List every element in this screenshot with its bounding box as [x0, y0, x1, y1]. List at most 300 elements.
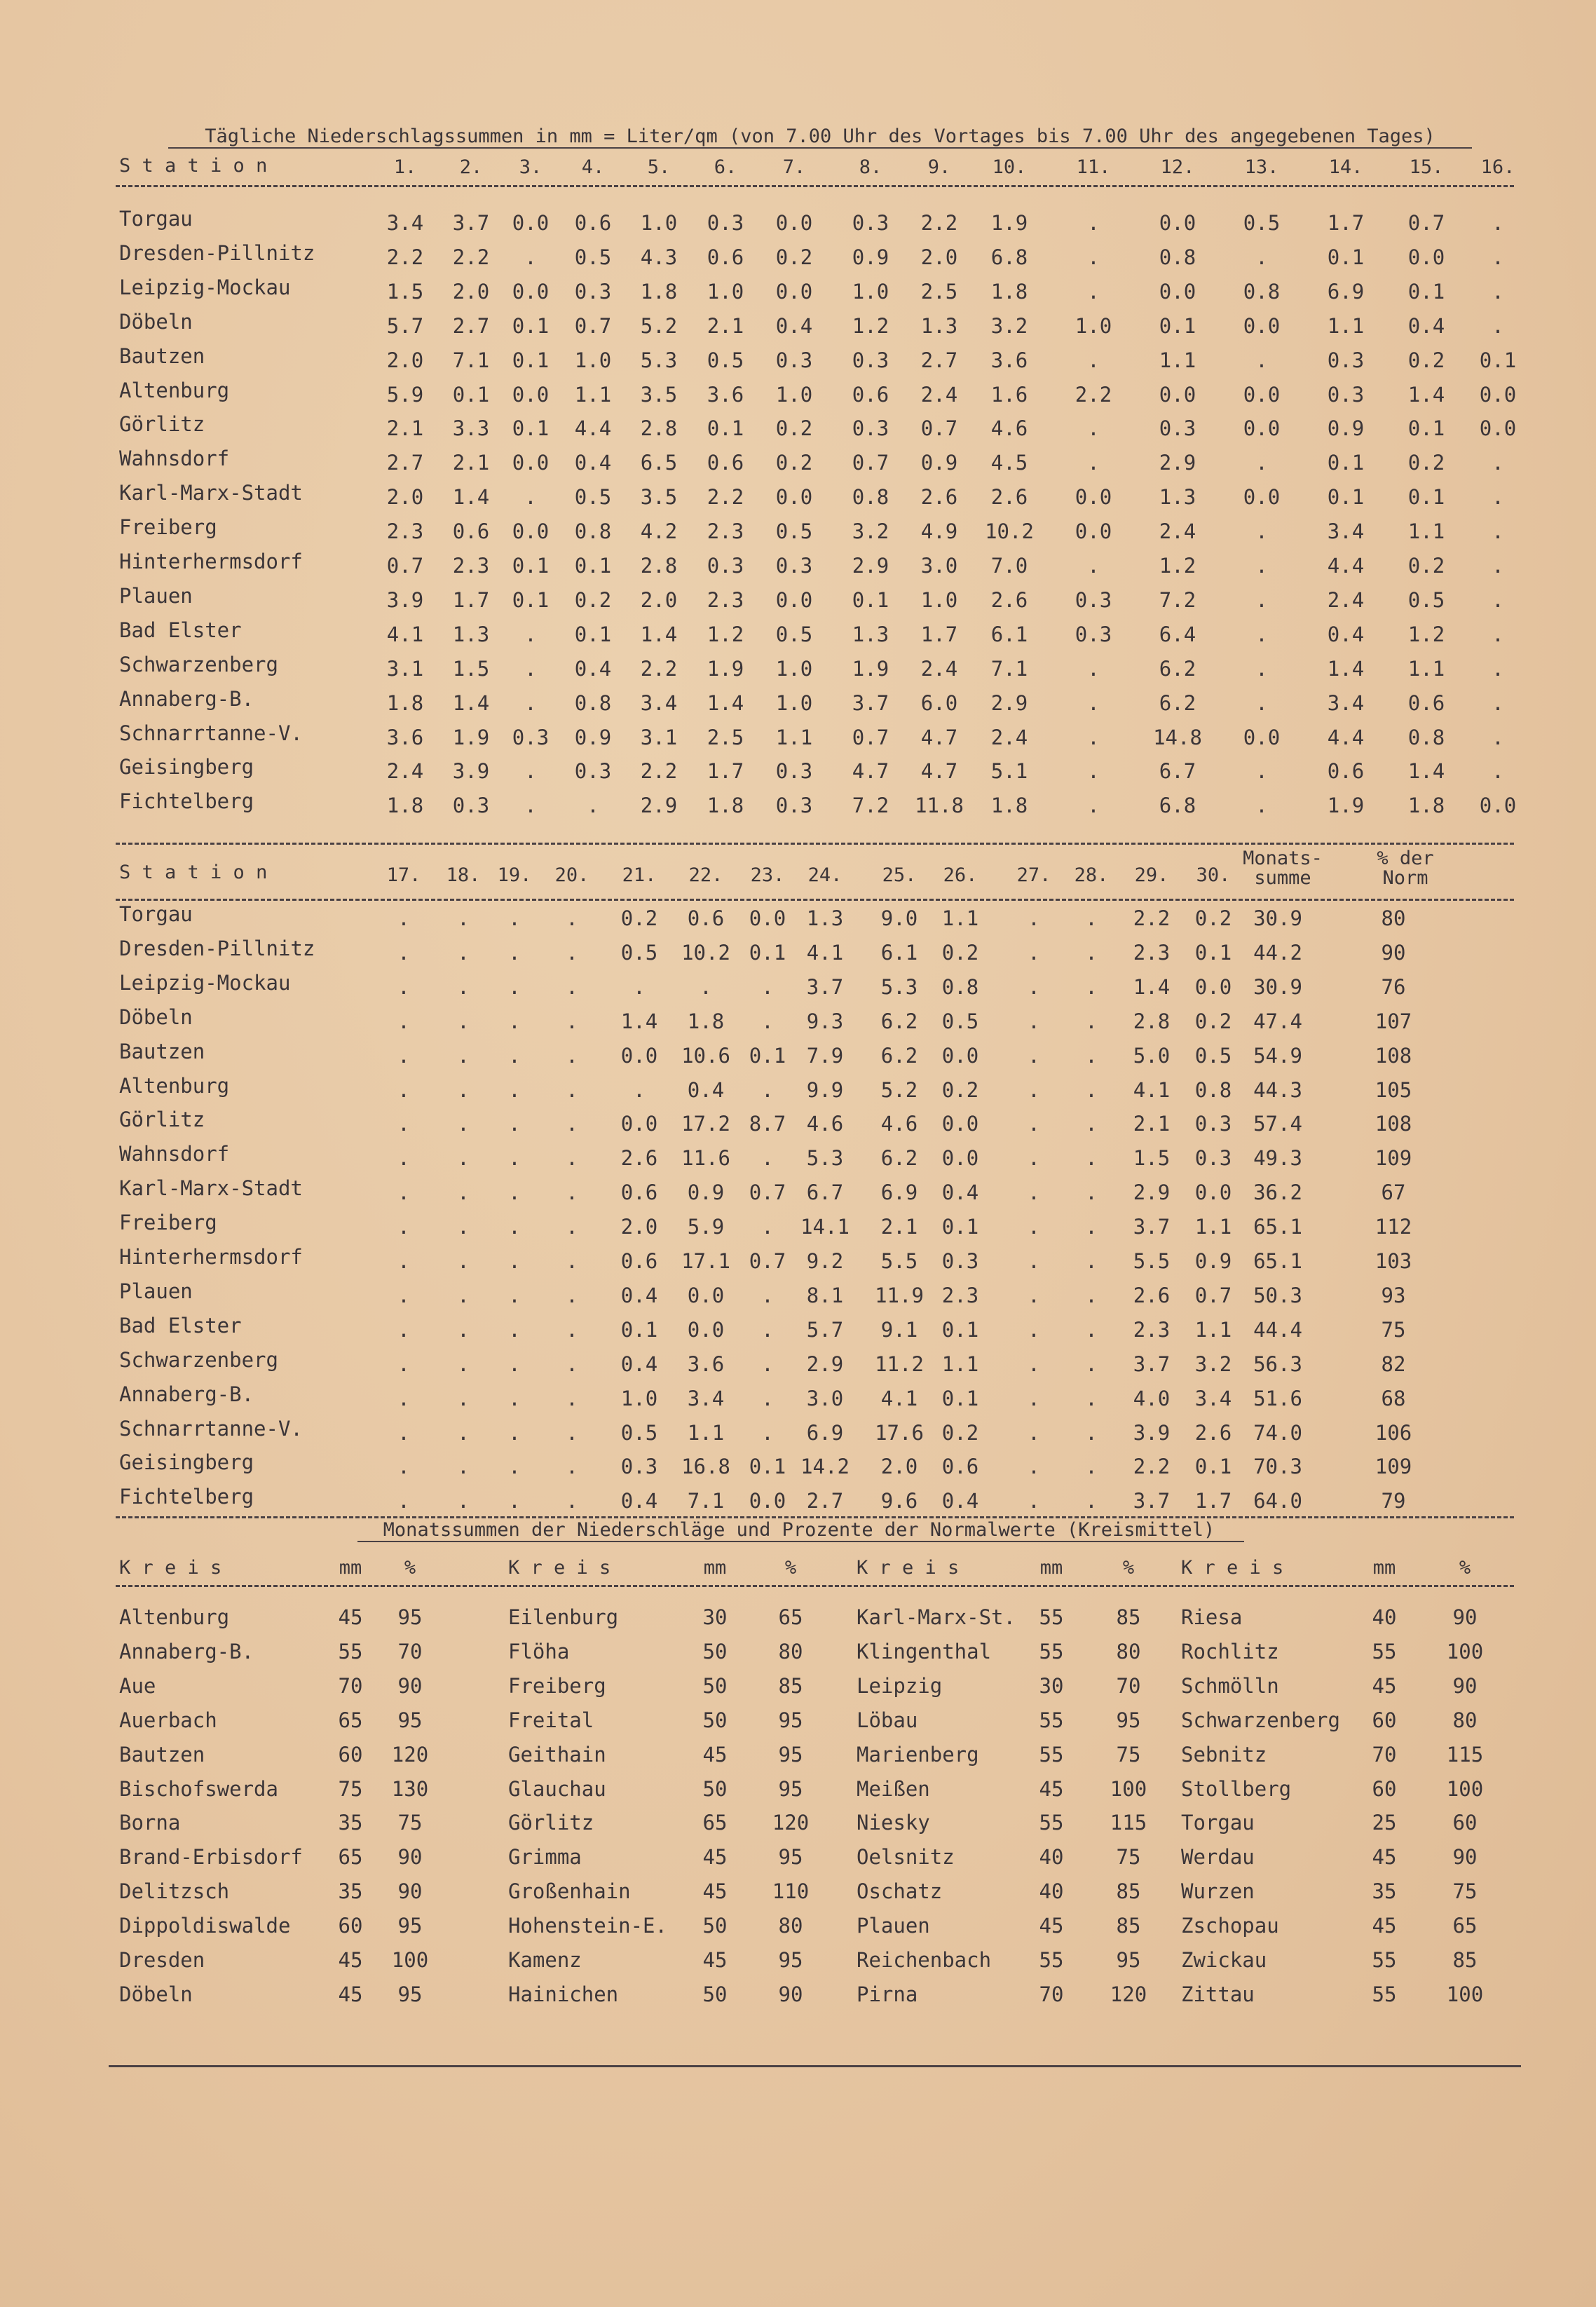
station-name: Annaberg-B.: [119, 686, 254, 711]
table-cell: .: [397, 1420, 410, 1445]
kreis-percent-cell: 85: [1116, 1879, 1141, 1904]
day-header: 15.: [1409, 156, 1444, 178]
table-cell: 0.3: [452, 794, 490, 818]
table-cell: 1.1: [1327, 313, 1365, 338]
table-cell: 1.7: [1327, 211, 1365, 235]
table-cell: 0.6: [707, 451, 744, 475]
daily-title: Tägliche Niederschlagssummen in mm = Liter/qm (von 7.00 Uhr des Vortages bis 7.00 Uhr des angegebenen Tages): [205, 125, 1435, 147]
table-cell: .: [566, 1077, 578, 1102]
table-cell: 0.0: [941, 1146, 979, 1171]
table-cell: 14.1: [800, 1215, 850, 1239]
table-cell: 3.7: [1133, 1489, 1171, 1513]
table-cell: .: [457, 1386, 470, 1410]
table-cell: 6.9: [806, 1420, 844, 1445]
kreis-percent-cell: 95: [778, 1708, 803, 1732]
table-cell: 2.4: [1159, 519, 1196, 544]
table-cell: .: [761, 1386, 774, 1410]
kreis-percent-cell: 95: [778, 1845, 803, 1870]
table-cell: .: [1087, 794, 1100, 818]
table-cell: 0.0: [1407, 245, 1445, 269]
table-cell: 1.1: [941, 906, 979, 930]
table-cell: .: [1028, 1352, 1040, 1376]
day-header: 13.: [1244, 156, 1279, 178]
table-cell: 0.4: [1327, 622, 1365, 646]
table-cell: .: [1087, 279, 1100, 304]
table-cell: 1.8: [990, 279, 1028, 304]
table-cell: 3.2: [1194, 1352, 1232, 1376]
table-cell: .: [1492, 485, 1504, 510]
table-cell: 0.8: [574, 690, 612, 715]
monthly-sum-cell: 30.9: [1253, 974, 1302, 999]
percent-header-label: %: [1459, 1557, 1471, 1579]
table-cell: .: [566, 1455, 578, 1479]
table-cell: .: [761, 1317, 774, 1342]
table-cell: 11.9: [875, 1283, 924, 1307]
table-cell: 3.1: [640, 725, 678, 749]
table-cell: 1.5: [386, 279, 424, 304]
table-cell: .: [1085, 1249, 1098, 1273]
table-cell: 0.0: [512, 382, 550, 407]
station-name: Hinterhermsdorf: [119, 1245, 303, 1269]
separator-line: [116, 1585, 1514, 1587]
day-header: 12.: [1160, 156, 1195, 178]
table-cell: 0.6: [687, 906, 725, 930]
table-cell: .: [397, 1283, 410, 1307]
station-name: Freiberg: [119, 1211, 217, 1235]
table-cell: 7.1: [687, 1489, 725, 1513]
table-cell: 3.7: [852, 690, 889, 715]
table-cell: .: [508, 906, 521, 930]
kreis-name: Sebnitz: [1181, 1742, 1267, 1767]
table-cell: 0.3: [1159, 416, 1196, 441]
kreis-name: Löbau: [857, 1708, 918, 1732]
table-cell: 0.6: [1327, 759, 1365, 784]
day-header: 29.: [1134, 864, 1169, 886]
table-cell: .: [1255, 690, 1268, 715]
table-cell: .: [1492, 725, 1504, 749]
table-cell: .: [1028, 1386, 1040, 1410]
table-cell: 6.2: [1159, 690, 1196, 715]
kreis-mm-cell: 70: [338, 1673, 363, 1698]
table-cell: 0.2: [1194, 906, 1232, 930]
mm-header-label: mm: [703, 1557, 727, 1579]
table-cell: .: [524, 656, 537, 681]
table-cell: 0.9: [852, 245, 889, 269]
table-cell: .: [1085, 1043, 1098, 1068]
table-cell: 1.0: [620, 1386, 658, 1410]
table-cell: 2.4: [920, 656, 958, 681]
table-cell: 0.3: [1194, 1112, 1232, 1136]
kreis-percent-cell: 120: [391, 1742, 429, 1767]
table-cell: 0.0: [941, 1043, 979, 1068]
kreis-mm-cell: 40: [1039, 1845, 1064, 1870]
table-cell: .: [508, 1112, 521, 1136]
table-cell: 4.1: [806, 940, 844, 965]
table-cell: 2.1: [452, 451, 490, 475]
table-cell: 3.4: [1194, 1386, 1232, 1410]
table-cell: 0.2: [1407, 554, 1445, 578]
station-name: Bad Elster: [119, 618, 242, 642]
kreis-name: Flöha: [508, 1639, 570, 1663]
table-cell: 0.0: [775, 587, 813, 612]
kreis-mm-cell: 60: [338, 1914, 363, 1938]
day-header: 22.: [688, 864, 723, 886]
norm-percent-cell: 75: [1381, 1317, 1406, 1342]
table-cell: .: [457, 1077, 470, 1102]
table-cell: 0.1: [574, 554, 612, 578]
kreis-name: Rochlitz: [1181, 1639, 1279, 1663]
table-cell: .: [457, 1455, 470, 1479]
table-cell: 0.4: [574, 451, 612, 475]
table-cell: 17.1: [681, 1249, 730, 1273]
kreis-mm-cell: 50: [702, 1914, 728, 1938]
kreis-name: Großenhain: [508, 1879, 631, 1904]
table-cell: 0.4: [941, 1180, 979, 1205]
table-cell: .: [1028, 1249, 1040, 1273]
monthly-sum-cell: 47.4: [1253, 1009, 1302, 1033]
kreis-name: Hainichen: [508, 1982, 619, 2006]
station-name: Plauen: [119, 1279, 193, 1303]
kreis-percent-cell: 120: [772, 1811, 810, 1835]
monthly-sum-cell: 65.1: [1253, 1215, 1302, 1239]
kreis-mm-cell: 45: [338, 1982, 363, 2006]
norm-percent-cell: 80: [1381, 906, 1406, 930]
table-cell: 3.3: [452, 416, 490, 441]
kreis-percent-cell: 65: [1452, 1914, 1478, 1938]
table-cell: .: [1492, 656, 1504, 681]
table-cell: 0.1: [1194, 940, 1232, 965]
table-cell: 7.2: [852, 794, 889, 818]
kreis-percent-cell: 115: [1446, 1742, 1484, 1767]
table-cell: .: [457, 1009, 470, 1033]
norm-percent-header: Norm: [1382, 867, 1428, 889]
table-cell: 4.3: [640, 245, 678, 269]
station-name: Görlitz: [119, 1108, 205, 1132]
table-cell: .: [508, 1489, 521, 1513]
station-name: Bautzen: [119, 1039, 205, 1063]
table-cell: .: [1492, 211, 1504, 235]
table-cell: .: [457, 1283, 470, 1307]
kreis-mm-cell: 55: [1039, 1811, 1064, 1835]
table-cell: .: [1028, 1283, 1040, 1307]
table-cell: .: [761, 1077, 774, 1102]
table-cell: 0.5: [1407, 587, 1445, 612]
kreis-name: Zwickau: [1181, 1948, 1267, 1972]
day-header: 3.: [519, 156, 543, 178]
station-name: Schnarrtanne-V.: [119, 1416, 303, 1441]
kreis-percent-cell: 70: [397, 1639, 423, 1663]
norm-percent-cell: 109: [1375, 1455, 1412, 1479]
table-cell: 17.6: [875, 1420, 924, 1445]
kreis-mm-cell: 55: [1372, 1948, 1397, 1972]
kreis-percent-cell: 75: [1116, 1742, 1141, 1767]
kreis-name: Schwarzenberg: [1181, 1708, 1340, 1732]
table-cell: 1.4: [452, 485, 490, 510]
norm-percent-header: % der: [1377, 848, 1434, 869]
table-cell: 0.0: [1243, 382, 1281, 407]
table-cell: 0.7: [852, 451, 889, 475]
table-cell: .: [1028, 1455, 1040, 1479]
table-cell: .: [587, 794, 599, 818]
table-cell: 1.1: [687, 1420, 725, 1445]
table-cell: 3.6: [386, 725, 424, 749]
kreis-mm-cell: 35: [1372, 1879, 1397, 1904]
monthly-sum-cell: 56.3: [1253, 1352, 1302, 1376]
kreis-name: Plauen: [857, 1914, 930, 1938]
table-cell: 0.5: [1194, 1043, 1232, 1068]
table-cell: .: [1087, 759, 1100, 784]
mm-header-label: mm: [1372, 1557, 1396, 1579]
day-header: 11.: [1076, 156, 1111, 178]
table-cell: 0.4: [574, 656, 612, 681]
table-cell: 0.4: [620, 1352, 658, 1376]
table-cell: 2.5: [920, 279, 958, 304]
table-cell: 0.5: [574, 245, 612, 269]
table-cell: .: [761, 1146, 774, 1171]
table-cell: 0.9: [1327, 416, 1365, 441]
table-cell: 1.4: [1407, 759, 1445, 784]
table-cell: 2.4: [990, 725, 1028, 749]
table-cell: 1.0: [1075, 313, 1112, 338]
table-cell: 0.0: [941, 1112, 979, 1136]
table-cell: 8.7: [749, 1112, 786, 1136]
table-cell: 6.4: [1159, 622, 1196, 646]
table-cell: 0.0: [1194, 1180, 1232, 1205]
table-cell: 1.1: [1194, 1215, 1232, 1239]
table-cell: 2.1: [1133, 1112, 1171, 1136]
kreis-percent-cell: 80: [1452, 1708, 1478, 1732]
table-cell: 14.8: [1153, 725, 1202, 749]
table-cell: 0.5: [775, 519, 813, 544]
station-name: Karl-Marx-Stadt: [119, 481, 303, 505]
table-cell: 0.0: [512, 279, 550, 304]
table-cell: 3.4: [1327, 519, 1365, 544]
kreis-name: Kamenz: [508, 1948, 582, 1972]
table-cell: .: [566, 1180, 578, 1205]
table-cell: 1.0: [775, 656, 813, 681]
table-cell: 2.9: [990, 690, 1028, 715]
table-cell: 10.6: [681, 1043, 730, 1068]
kreis-mm-cell: 45: [702, 1879, 728, 1904]
table-cell: .: [397, 974, 410, 999]
kreis-mm-cell: 55: [1372, 1982, 1397, 2006]
monthly-sum-cell: 51.6: [1253, 1386, 1302, 1410]
table-cell: 1.7: [452, 587, 490, 612]
table-cell: .: [761, 1420, 774, 1445]
station-name: Geisingberg: [119, 755, 254, 780]
table-cell: .: [1087, 245, 1100, 269]
table-cell: .: [1087, 656, 1100, 681]
kreis-name: Meißen: [857, 1776, 930, 1801]
table-cell: 0.3: [1075, 622, 1112, 646]
table-cell: .: [1085, 1352, 1098, 1376]
table-cell: .: [566, 1317, 578, 1342]
station-name: Torgau: [119, 207, 193, 231]
table-cell: 0.2: [775, 451, 813, 475]
table-cell: 0.3: [1194, 1146, 1232, 1171]
norm-percent-cell: 103: [1375, 1249, 1412, 1273]
table-cell: 17.2: [681, 1112, 730, 1136]
table-cell: 1.3: [452, 622, 490, 646]
table-cell: 0.2: [1407, 348, 1445, 372]
table-cell: 7.9: [806, 1043, 844, 1068]
station-name: Dresden-Pillnitz: [119, 936, 315, 960]
table-cell: 0.1: [749, 940, 786, 965]
kreis-name: Grimma: [508, 1845, 582, 1870]
table-cell: 0.8: [941, 974, 979, 999]
table-cell: .: [1028, 1180, 1040, 1205]
table-cell: 2.0: [386, 348, 424, 372]
table-cell: 1.1: [1407, 519, 1445, 544]
separator-line: [116, 899, 1514, 901]
day-header: 10.: [992, 156, 1027, 178]
table-cell: 2.3: [1133, 940, 1171, 965]
kreis-name: Freiberg: [508, 1673, 606, 1698]
table-cell: 0.1: [1407, 485, 1445, 510]
mm-header-label: mm: [339, 1557, 362, 1579]
table-cell: 0.0: [512, 519, 550, 544]
day-header: 23.: [750, 864, 785, 886]
table-cell: .: [397, 1077, 410, 1102]
norm-percent-cell: 68: [1381, 1386, 1406, 1410]
table-cell: 0.1: [574, 622, 612, 646]
monthly-sum-cell: 57.4: [1253, 1112, 1302, 1136]
table-cell: 0.8: [574, 519, 612, 544]
table-cell: .: [633, 974, 646, 999]
table-cell: 9.3: [806, 1009, 844, 1033]
table-cell: .: [508, 1386, 521, 1410]
station-name: Karl-Marx-Stadt: [119, 1176, 303, 1201]
kreis-mm-cell: 45: [1372, 1845, 1397, 1870]
kreis-name: Glauchau: [508, 1776, 606, 1801]
table-cell: .: [1085, 1455, 1098, 1479]
table-cell: .: [1028, 1215, 1040, 1239]
table-cell: 0.3: [620, 1455, 658, 1479]
table-cell: 0.1: [941, 1317, 979, 1342]
kreis-name: Oelsnitz: [857, 1845, 955, 1870]
table-cell: .: [1028, 1112, 1040, 1136]
table-cell: 0.8: [1159, 245, 1196, 269]
table-cell: 0.1: [941, 1215, 979, 1239]
norm-percent-cell: 79: [1381, 1489, 1406, 1513]
table-cell: 2.7: [452, 313, 490, 338]
station-name: Döbeln: [119, 1005, 193, 1029]
monthly-sum-cell: 44.2: [1253, 940, 1302, 965]
table-cell: 5.2: [640, 313, 678, 338]
table-cell: 1.3: [920, 313, 958, 338]
table-cell: 1.0: [775, 690, 813, 715]
table-cell: 11.8: [915, 794, 964, 818]
table-cell: 7.0: [990, 554, 1028, 578]
table-cell: 4.4: [1327, 725, 1365, 749]
kreis-percent-cell: 90: [397, 1673, 423, 1698]
table-cell: .: [508, 1352, 521, 1376]
table-cell: 2.4: [386, 759, 424, 784]
table-cell: 7.2: [1159, 587, 1196, 612]
table-cell: .: [457, 1043, 470, 1068]
table-cell: 6.5: [640, 451, 678, 475]
kreis-percent-cell: 95: [1116, 1948, 1141, 1972]
table-cell: 14.2: [800, 1455, 850, 1479]
kreis-mm-cell: 55: [338, 1639, 363, 1663]
day-header: 25.: [882, 864, 917, 886]
table-cell: .: [566, 974, 578, 999]
table-cell: 0.3: [1327, 382, 1365, 407]
table-cell: 2.3: [452, 554, 490, 578]
kreis-name: Delitzsch: [119, 1879, 230, 1904]
table-cell: 0.0: [1159, 211, 1196, 235]
table-cell: 4.1: [880, 1386, 918, 1410]
table-cell: .: [1085, 1112, 1098, 1136]
monthly-sum-cell: 30.9: [1253, 906, 1302, 930]
table-cell: .: [457, 1489, 470, 1513]
table-cell: .: [1255, 554, 1268, 578]
day-header: 30.: [1196, 864, 1231, 886]
kreis-title-underline: [357, 1541, 1244, 1542]
table-cell: .: [1255, 245, 1268, 269]
table-cell: 5.9: [386, 382, 424, 407]
table-cell: 1.4: [1133, 974, 1171, 999]
table-cell: 5.3: [806, 1146, 844, 1171]
table-cell: .: [566, 940, 578, 965]
separator-line: [116, 843, 1514, 845]
kreis-mm-cell: 55: [1372, 1639, 1397, 1663]
table-cell: 2.9: [852, 554, 889, 578]
table-cell: 1.9: [452, 725, 490, 749]
table-cell: .: [457, 1352, 470, 1376]
table-cell: 3.2: [990, 313, 1028, 338]
table-cell: 2.2: [452, 245, 490, 269]
table-cell: 11.6: [681, 1146, 730, 1171]
table-cell: 2.0: [920, 245, 958, 269]
table-cell: .: [1087, 690, 1100, 715]
station-name: Schnarrtanne-V.: [119, 721, 303, 745]
kreis-mm-cell: 45: [1372, 1914, 1397, 1938]
kreis-mm-cell: 30: [702, 1605, 728, 1629]
table-cell: 0.0: [775, 279, 813, 304]
station-name: Fichtelberg: [119, 789, 254, 814]
station-name: Wahnsdorf: [119, 1142, 230, 1166]
table-cell: 0.1: [1407, 416, 1445, 441]
table-cell: 0.7: [1407, 211, 1445, 235]
day-header: 26.: [943, 864, 978, 886]
kreis-percent-cell: 95: [397, 1914, 423, 1938]
table-cell: 3.4: [687, 1386, 725, 1410]
kreis-mm-cell: 50: [702, 1776, 728, 1801]
table-cell: 2.6: [620, 1146, 658, 1171]
table-cell: 3.9: [452, 759, 490, 784]
table-cell: .: [1087, 725, 1100, 749]
table-cell: 5.0: [1133, 1043, 1171, 1068]
norm-percent-cell: 107: [1375, 1009, 1412, 1033]
table-cell: 2.7: [386, 451, 424, 475]
table-cell: 0.3: [775, 794, 813, 818]
kreis-percent-cell: 70: [1116, 1673, 1141, 1698]
table-cell: 0.9: [574, 725, 612, 749]
table-cell: 4.5: [990, 451, 1028, 475]
table-cell: 3.9: [1133, 1420, 1171, 1445]
table-cell: 1.0: [640, 211, 678, 235]
kreis-percent-cell: 95: [778, 1776, 803, 1801]
kreis-name: Zittau: [1181, 1982, 1255, 2006]
table-cell: 2.9: [1133, 1180, 1171, 1205]
table-cell: .: [1085, 1386, 1098, 1410]
table-cell: 3.6: [707, 382, 744, 407]
table-cell: 0.7: [920, 416, 958, 441]
kreis-percent-cell: 95: [778, 1948, 803, 1972]
table-cell: 2.2: [640, 656, 678, 681]
kreis-name: Schmölln: [1181, 1673, 1279, 1698]
